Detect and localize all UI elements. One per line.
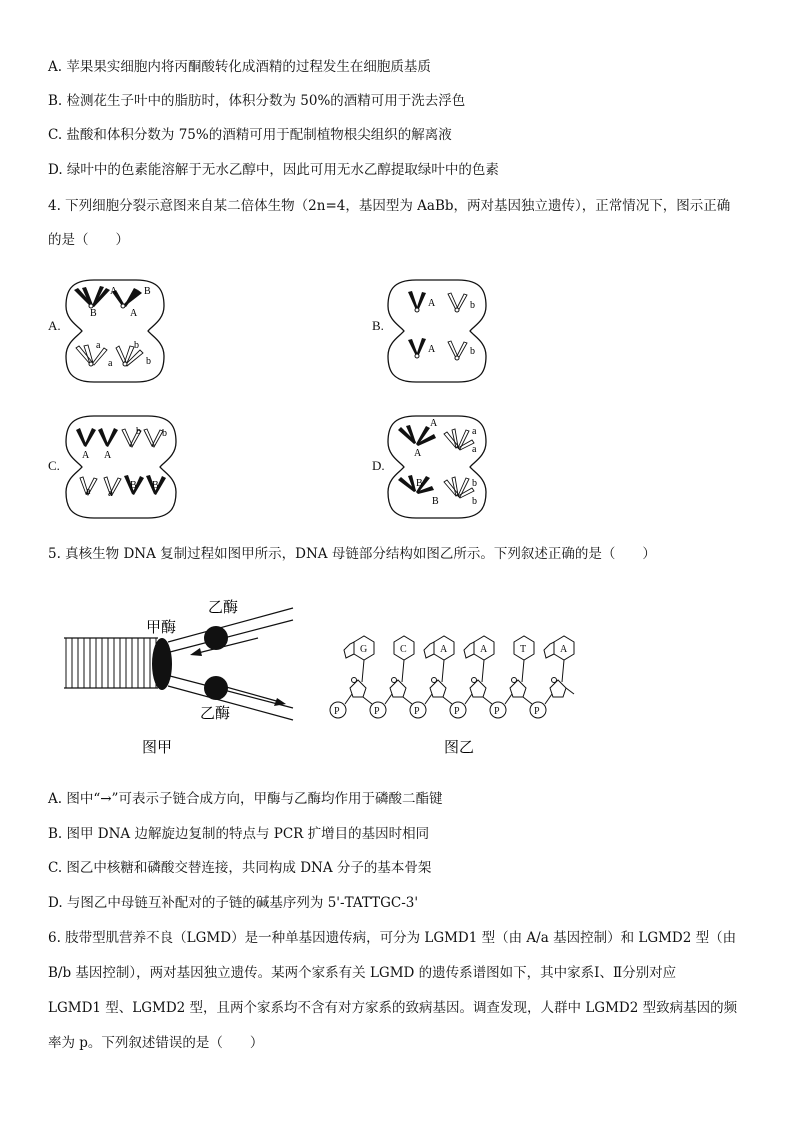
gene-label: a [96,340,101,351]
gene-label: B [130,480,137,491]
gene-label: A [130,308,138,319]
q5-option-d: D. 与图乙中母链互补配对的子链的碱基序列为 5'-TATTGC-3' [48,895,419,911]
q6-stem-line1: 6. 肢带型肌营养不良（LGMD）是一种单基因遗传病，可分为 LGMD1 型（由 A/a 基因控制）和 LGMD2 型（由 [48,930,737,946]
q5-option-a: A. 图中“→”可表示子链合成方向，甲酶与乙酶均作用于磷酸二酯键 [48,791,443,807]
enzyme-yi-top-label: 乙酶 [208,598,239,616]
purine-ring [344,642,354,658]
sugar-pentagon [390,680,406,697]
bond-line [505,694,512,704]
glycosidic-bond [562,660,564,682]
oxygen-atom [552,678,557,683]
bond-line [403,697,412,704]
q5-option-b: B. 图甲 DNA 边解旋边复制的特点与 PCR 扩增目的基因时相同 [48,826,430,842]
q4-cell-b-diagram [386,276,488,386]
enzyme-jia-label: 甲酶 [146,618,177,636]
gene-label: A [104,450,112,461]
q4-option-a-label: A. [48,318,61,333]
gene-label: A [110,286,118,297]
gene-label: A [428,298,436,309]
bond-line [385,694,392,704]
bond-line [443,697,452,704]
q4-cell-a-diagram [64,276,166,386]
sugar-pentagon [510,680,526,697]
base-label: A [560,644,568,655]
fig-jia-dna-replication [58,590,308,760]
bond-line [566,688,574,694]
q3-option-b: B. 检测花生子叶中的脂肪时，体积分数为 50%的酒精可用于洗去浮色 [48,93,466,109]
q4-cell-c-diagram [64,412,178,522]
oxygen-atom [352,678,357,683]
oxygen-atom [472,678,477,683]
phosphate-label: P [494,706,500,717]
gene-label: A [430,418,438,429]
glycosidic-bond [402,660,404,682]
oxygen-atom [512,678,517,683]
purine-ring [464,642,474,658]
q5-option-c: C. 图乙中核糖和磷酸交替连接，共同构成 DNA 分子的基本骨架 [48,860,432,876]
q6-stem-line3: LGMD1 型、LGMD2 型，且两个家系均不含有对方家系的致病基因。调查发现，人群中 LGMD2 型致病基因的频 [48,1000,738,1016]
bond-line [465,694,472,704]
sugar-pentagon [430,680,446,697]
bond-line [425,694,432,704]
gene-label: A [414,448,422,459]
gene-label: B [90,308,97,319]
gene-label: a [472,426,477,437]
gene-label: B [152,480,159,491]
q5-stem: 5. 真核生物 DNA 复制过程如图甲所示，DNA 母链部分结构如图乙所示。下列叙述正确的是（ ） [48,546,656,562]
q6-stem-line4: 率为 p。下列叙述错误的是（ ） [48,1035,264,1051]
bond-line [545,694,552,704]
gene-label: b [472,496,477,507]
oxygen-atom [432,678,437,683]
gene-label: b [472,478,477,489]
gene-label: b [162,428,167,439]
glycosidic-bond [522,660,524,682]
base-label: C [400,644,407,655]
fig-jia-caption: 图甲 [142,738,173,756]
gene-label: B [432,496,439,507]
base-label: A [480,644,488,655]
q4-stem-line1: 4. 下列细胞分裂示意图来自某二倍体生物（2n=4，基因型为 AaBb，两对基因独立遗传），正常情况下，图示正确 [48,198,731,214]
phosphate-label: P [334,706,340,717]
q3-option-a: A. 苹果果实细胞内将丙酮酸转化成酒精的过程发生在细胞质基质 [48,59,431,75]
gene-label: a [108,488,113,499]
bond-line [363,697,372,704]
phosphate-label: P [534,706,540,717]
gene-label: b [146,356,151,367]
enzyme-yi-bottom-label: 乙酶 [200,704,231,722]
gene-label: b [470,346,475,357]
purine-ring [424,642,434,658]
sugar-pentagon [470,680,486,697]
glycosidic-bond [362,660,364,682]
phosphate-label: P [374,706,380,717]
purine-ring [544,642,554,658]
gene-label: a [108,358,113,369]
gene-label: A [428,344,436,355]
sugar-pentagon [350,680,366,697]
base-label: T [520,644,527,655]
gene-label: b [134,340,139,351]
phosphate-label: P [454,706,460,717]
bond-line [523,697,532,704]
gene-label: a [86,486,91,497]
q6-stem-line2: B/b 基因控制），两对基因独立遗传。某两个家系有关 LGMD 的遗传系谱图如下，其中家系Ⅰ、Ⅱ分别对应 [48,965,677,981]
gene-label: A [82,450,90,461]
q3-option-d: D. 绿叶中的色素能溶解于无水乙醇中，因此可用无水乙醇提取绿叶中的色素 [48,162,499,178]
base-label: G [360,644,368,655]
q4-option-c-label: C. [48,458,60,473]
gene-label: a [472,444,477,455]
gene-label: B [144,286,151,297]
q4-cell-d-diagram [386,412,488,522]
fig-yi-dna-strand [326,600,586,760]
gene-label: b [470,300,475,311]
glycosidic-bond [442,660,444,682]
bond-line [483,697,492,704]
q4-option-b-label: B. [372,318,384,333]
sugar-pentagon [550,680,566,697]
q3-option-c: C. 盐酸和体积分数为 75%的酒精可用于配制植物根尖组织的解离液 [48,127,452,143]
gene-label: B [416,478,423,489]
q4-stem-line2: 的是（ ） [48,232,129,248]
fig-yi-caption: 图乙 [444,738,475,756]
base-label: A [440,644,448,655]
glycosidic-bond [482,660,484,682]
q4-option-d-label: D. [372,458,385,473]
gene-label: b [136,426,141,437]
oxygen-atom [392,678,397,683]
phosphate-label: P [414,706,420,717]
bond-line [345,694,352,704]
